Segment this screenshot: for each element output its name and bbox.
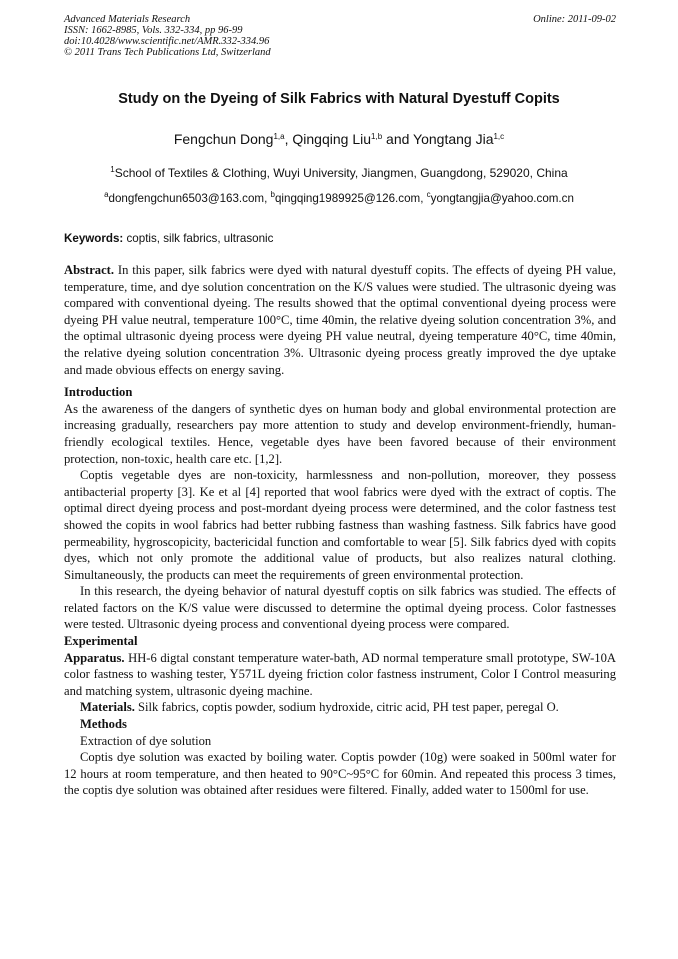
email-sep: , — [420, 192, 427, 205]
author-name: Fengchun Dong — [173, 131, 274, 147]
affiliation — [0, 166, 678, 180]
journal-header — [64, 14, 616, 58]
author-list — [0, 131, 678, 147]
email-address[interactable]: qingqing1989925@126.com — [274, 192, 421, 205]
materials-label: Materials. — [80, 700, 135, 715]
affiliation-text: School of Textiles & Clothing, Wuyi University, Jiangmen, Guangdong, 529020, China — [114, 166, 568, 180]
materials-paragraph — [64, 699, 616, 716]
email-address[interactable]: yongtangjia@yahoo.com.cn — [430, 192, 574, 205]
methods-heading: Methods — [80, 717, 127, 732]
author-sep: and — [382, 131, 414, 147]
author-affil-sup: 1,c — [493, 132, 505, 141]
paper-body — [64, 262, 616, 799]
author-name: Yongtang Jia — [413, 131, 494, 147]
doi-line[interactable]: doi:10.4028/www.scientific.net/AMR.332-334.96 — [64, 36, 270, 47]
intro-paragraph: In this research, the dyeing behavior of natural dyestuff coptis on silk fabrics was studied. The effects of related factors on the K/S value were discussed to determine the optimal dyeing process. Color fastnesses were tested. Ultrasonic dyeing process and conventional dyeing process were compared. — [64, 584, 616, 632]
keywords-text: coptis, silk fabrics, ultrasonic — [123, 232, 274, 245]
apparatus-text: HH-6 digtal constant temperature water-bath, AD normal temperature small prototype, SW-10A color fastness to washing tester, Y571L dyeing friction color fastness instrument, Color I Control measuring and matching system, ultrasonic dyeing machine. — [64, 650, 616, 698]
journal-name: Advanced Materials Research — [64, 14, 191, 25]
online-date: Online: 2011-09-02 — [533, 14, 616, 25]
author-affil-sup: 1,b — [371, 132, 383, 141]
intro-paragraph: Coptis vegetable dyes are non-toxicity, harmlessness and non-pollution, moreover, they possess antibacterial property [3]. Ke et al [4] reported that wool fabrics were dyed with the extract of coptis. The optimal direct dyeing process and post-mordant dyeing process were determined, and the color fastness test showed the copits in wool fabrics had better rubbing fastness than washing fastness. Silk fabrics have good permeability, hygroscopicity, bactericidal function and comfortable to wear [5]. Silk fabrics dyed with copits dyes, which not only promote the additional value of products, but also realizes natural clothing. Simultaneously, the products can meet the requirements of green environmental protection. — [64, 468, 616, 582]
apparatus-label: Apparatus. — [64, 650, 125, 665]
keywords-label: Keywords: — [64, 232, 124, 245]
author-sep: , — [284, 131, 293, 147]
extraction-paragraph: Coptis dye solution was exacted by boiling water. Coptis powder (10g) were soaked in 500ml water for 12 hours at room temperature, and then heated to 90°C~95°C for 60min. And repeated this process 3 times, the coptis dye solution was obtained after residues were filtered. Finally, added water to 1500ml for use. — [64, 750, 616, 798]
issn-line: ISSN: 1662-8985, Vols. 332-334, pp 96-99 — [64, 25, 243, 36]
affiliation-sup: 1 — [110, 165, 115, 174]
intro-paragraph: As the awareness of the dangers of synthetic dyes on human body and global environmental protection are increasing gradually, researchers pay more attention to study and develop environment-friendly, human-friendly ecological textiles. Hence, vegetable dyes have been favored because of their environment protection, non-toxic, health care etc. [1,2]. — [64, 401, 616, 466]
apparatus-paragraph — [64, 650, 616, 700]
author-name: Qingqing Liu — [292, 131, 372, 147]
paper-title: Study on the Dyeing of Silk Fabrics with Natural Dyestuff Copits — [118, 91, 560, 107]
author-affil-sup: 1,a — [273, 132, 285, 141]
introduction-heading: Introduction — [64, 385, 133, 400]
abstract-label: Abstract. — [64, 263, 115, 277]
copyright-line: © 2011 Trans Tech Publications Ltd, Switzerland — [64, 47, 271, 58]
keywords — [64, 232, 616, 245]
email-sup: b — [270, 190, 275, 199]
experimental-heading: Experimental — [64, 634, 138, 649]
email-sup: c — [426, 190, 431, 199]
email-list — [0, 192, 678, 205]
email-sep: , — [264, 192, 271, 205]
email-address[interactable]: dongfengchun6503@163.com — [108, 192, 265, 205]
extraction-heading: Extraction of dye solution — [80, 733, 212, 748]
email-sup: a — [104, 190, 109, 199]
abstract — [64, 262, 616, 378]
materials-text: Silk fabrics, coptis powder, sodium hydroxide, citric acid, PH test paper, peregal O. — [134, 700, 559, 715]
abstract-text: In this paper, silk fabrics were dyed with natural dyestuff copits. The effects of dyeing PH value, temperature, time, and dye solution concentration on the K/S values were studied. The ultrasonic dyeing was compared with conventional dyeing. The results showed that the optimal conventional dyeing process were dyeing PH value neutral, temperature 100°C, time 40min, the relative dyeing solution concentration 3%, and the optimal ultrasonic dyeing process were dyeing PH value neutral, dyeing temperature 40°C, time 40min, the relative dyeing solution concentration 3%. Ultrasonic dyeing process greatly improved the dye uptake and made obvious effects on energy saving. — [64, 263, 616, 377]
